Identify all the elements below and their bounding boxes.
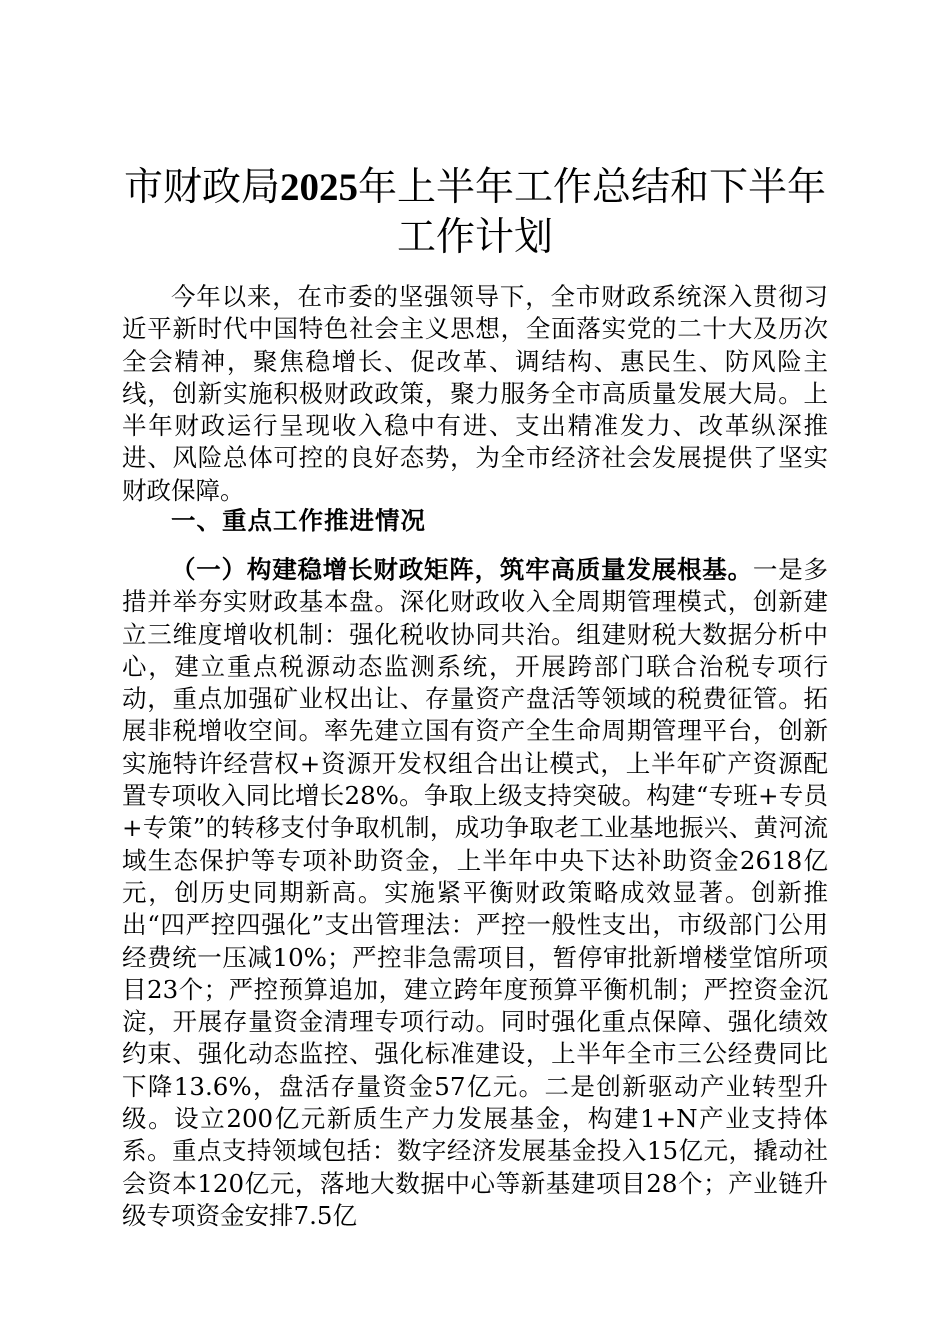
section-heading-1: 一、重点工作推进情况 bbox=[171, 506, 426, 535]
subsection-body: 一是多措并举夯实财政基本盘。深化财政收入全周期管理模式，创新建立三维度增收机制：强化税收协同共治。组建财税大数据分析中心，建立重点税源动态监测系统，开展跨部门联合治税专项行动，重点加强矿业权出让、存量资产盘活等领域的税费征管。拓展非税增收空间。率先建立国有资产全生命周期管理平台，创新实施特许经营权+资源开发权组合出让模式，上半年矿产资源配置专项收入同比增长28%。争取上级支持突破。构建“专班+专员+专策”的转移支付争取机制，成功争取老工业基地振兴、黄河流域生态保护等专项补助资金，上半年中央下达补助资金2618亿元，创历史同期新高。实施紧平衡财政策略成效显著。创新推出“四严控四强化”支出管理法：严控一般性支出，市级部门公用经费统一压减10%；严控非急需项目，暂停审批新增楼堂馆所项目23个；严控预算追加，建立跨年度预算平衡机制；严控资金沉淀，开展存量资金清理专项行动。同时强化重点保障、强化绩效约束、强化动态监控、强化标准建设，上半年全市三公经费同比下降13.6%，盘活存量资金57亿元。二是创新驱动产业转型升级。设立200亿元新质生产力发展基金，构建1+N产业支持体系。重点支持领域包括：数字经济发展基金投入15亿元，撬动社会资本120亿元，落地大数据中心等新基建项目28个；产业链升级专项资金安排7.5亿 bbox=[122, 555, 829, 1230]
intro-paragraph: 今年以来，在市委的坚强领导下，全市财政系统深入贯彻习近平新时代中国特色社会主义思想，全面落实党的二十大及历次全会精神，聚焦稳增长、促改革、调结构、惠民生、防风险主线，创新实施积极财政政策，聚力服务全市高质量发展大局。上半年财政运行呈现收入稳中有进、支出精准发力、改革纵深推进、风险总体可控的良好态势，为全市经济社会发展提供了坚实财政保障。 bbox=[122, 282, 828, 505]
title-part-2: 年上半年工作总结和下半年工作计划 bbox=[358, 165, 827, 260]
document-title bbox=[120, 163, 830, 263]
title-year: 2025 bbox=[280, 166, 358, 209]
subsection-lead: （一）构建稳增长财政矩阵，筑牢高质量发展根基。 bbox=[171, 555, 753, 584]
title-part-1: 市财政局 bbox=[123, 165, 280, 210]
subsection-paragraph-1 bbox=[122, 554, 828, 1232]
